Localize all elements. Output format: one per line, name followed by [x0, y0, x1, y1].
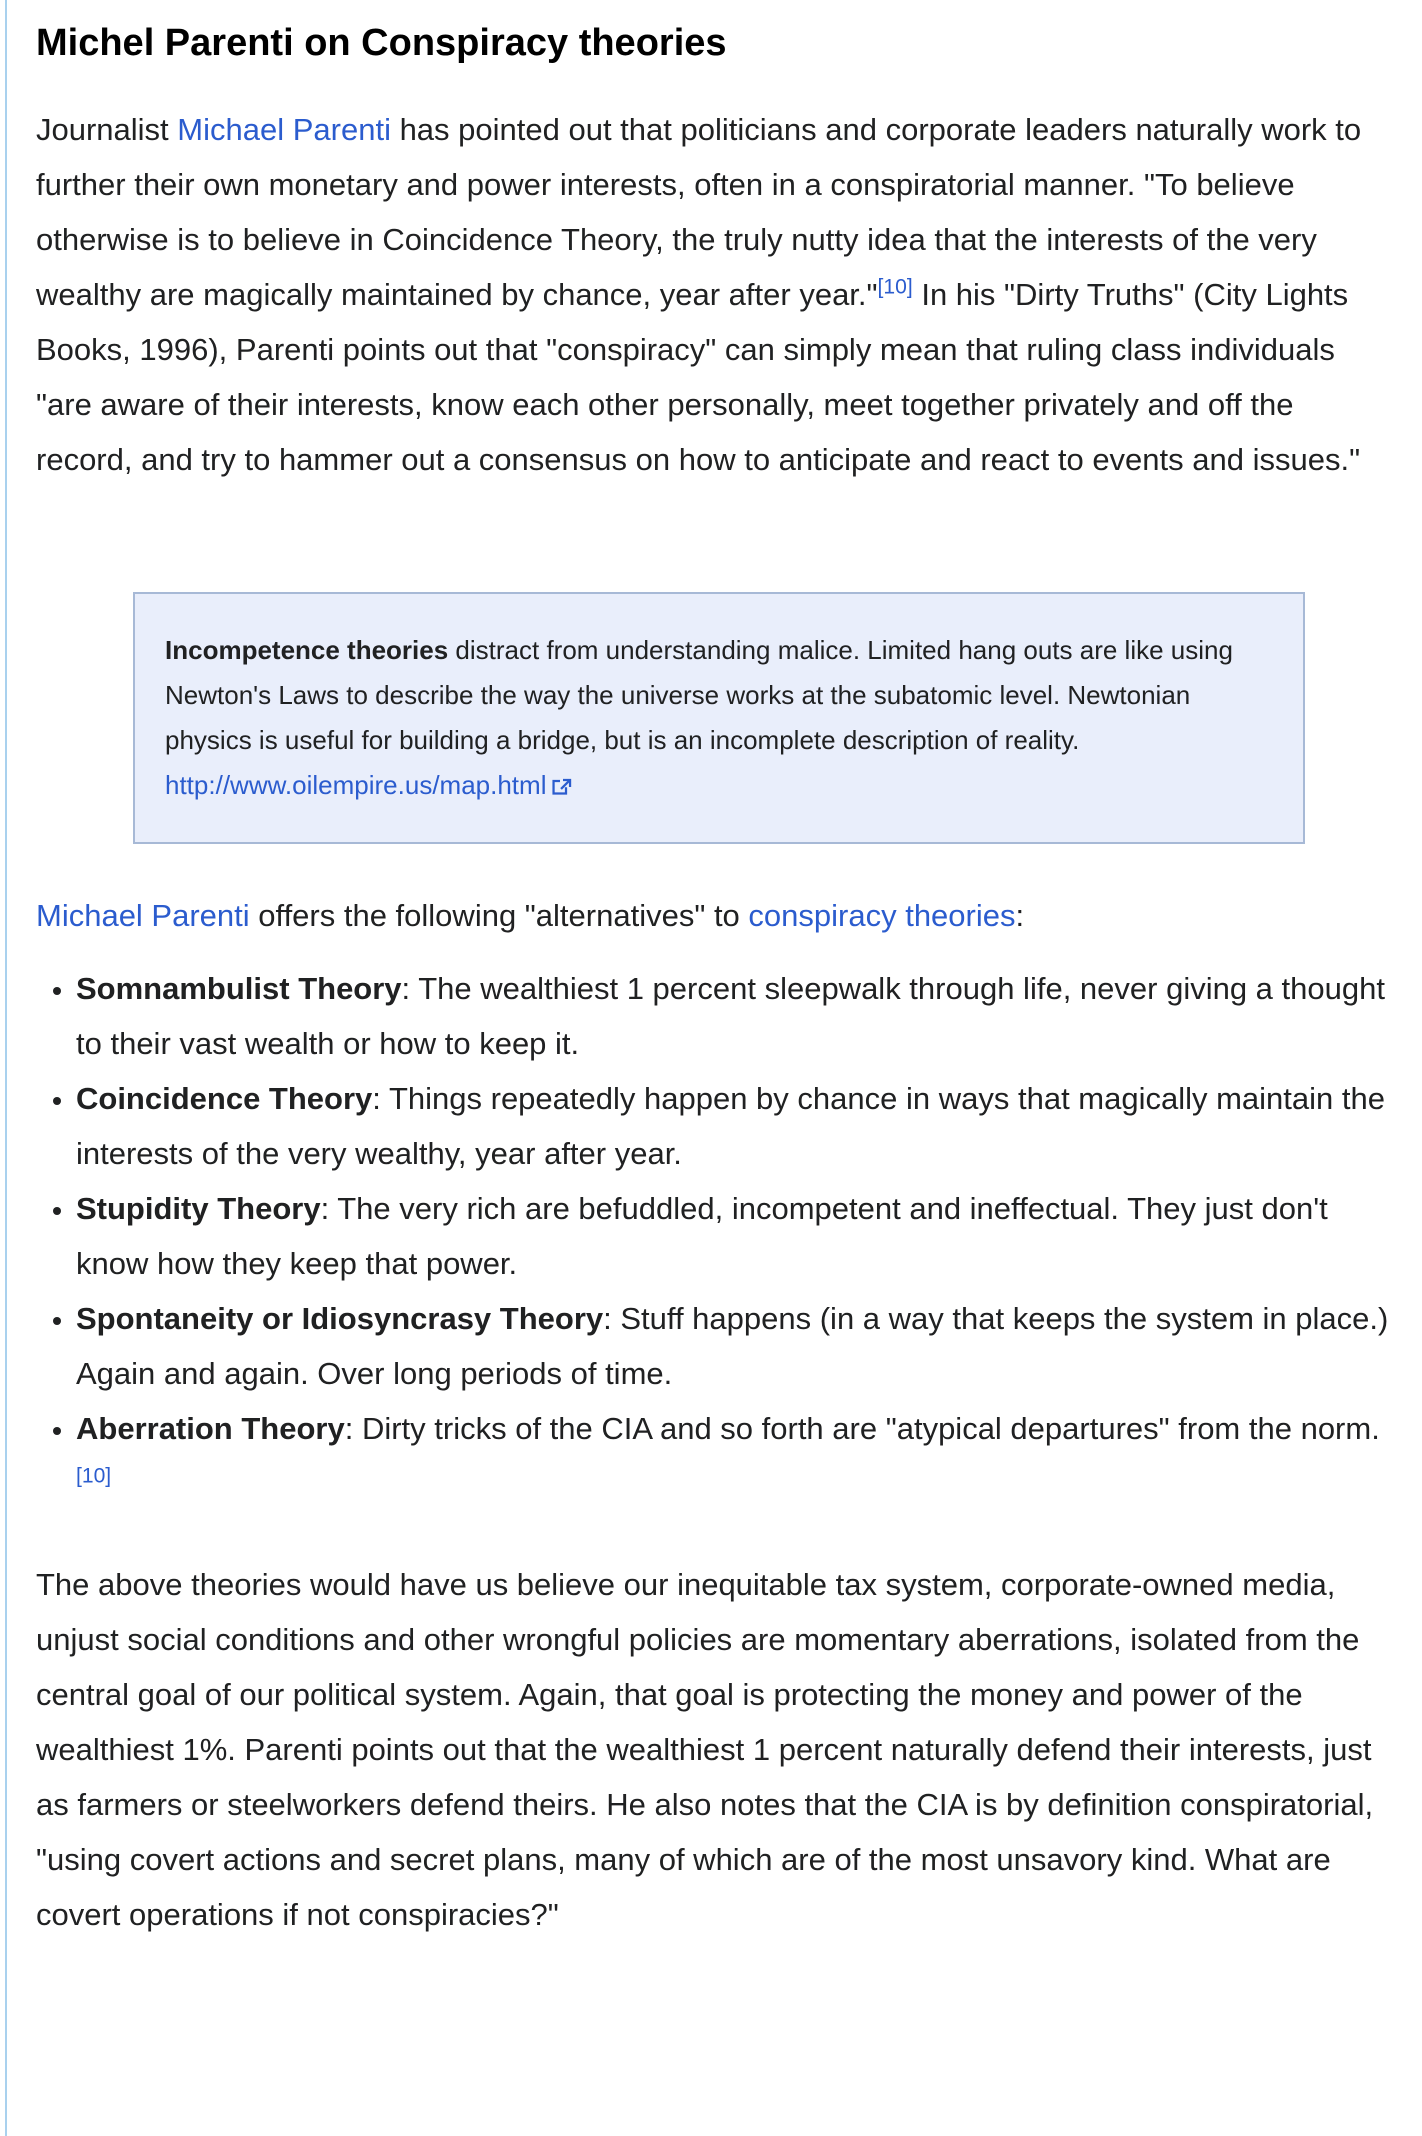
- alternatives-intro-paragraph: Michael Parenti offers the following "alternatives" to conspiracy theories:: [36, 898, 1025, 933]
- bold-text: Somnambulist Theory: [76, 971, 402, 1006]
- intro-paragraph: Journalist Michael Parenti has pointed out that politicians and corporate leaders naturally work to further their own monetary and power interests, often in a conspiratorial manner. "To believe otherwise is to believe in Coincidence Theory, the truly nutty idea that the interests of the very wealthy are magically maintained by chance, year after year."[10] In his "Dirty Truths" (City Lights Books, 1996), Parenti points out that "conspiracy" can simply mean that ruling class individuals "are aware of their interests, know each other personally, meet together privately and off the record, and try to hammer out a consensus on how to anticipate and react to events and issues.": [36, 112, 1362, 477]
- bold-text: Incompetence theories: [165, 635, 449, 665]
- closing-paragraph: The above theories would have us believe our inequitable tax system, corporate-owned media, unjust social conditions and other wrongful policies are momentary aberrations, isolated from the central goal of our political system. Again, that goal is protecting the money and power of the wealthiest 1%. Parenti points out that the wealthiest 1 percent naturally defend their interests, just as farmers or steelworkers defend theirs. He also notes that the CIA is by definition conspiratorial, "using covert actions and secret plans, many of which are of the most unsavory kind. What are covert operations if not conspiracies?": [36, 1567, 1374, 1932]
- list-item: • Coincidence Theory: Things repeatedly happen by chance in ways that magically maintain the interests of the very wealthy, year after year.: [76, 1071, 1396, 1181]
- content-left-border: [5, 0, 7, 2136]
- reference-link[interactable]: [10]: [877, 275, 913, 299]
- bold-text: Aberration Theory: [76, 1411, 345, 1446]
- external-link[interactable]: http://www.oilempire.us/map.html: [165, 770, 572, 800]
- wiki-link[interactable]: conspiracy theories: [748, 898, 1016, 933]
- reference-link[interactable]: [10]: [76, 1464, 112, 1488]
- reference: [76, 1465, 111, 1488]
- list-item: • Spontaneity or Idiosyncrasy Theory: Stuff happens (in a way that keeps the system in place.) Again and again. Over long periods of time.: [76, 1291, 1396, 1401]
- bold-text: Stupidity Theory: [76, 1191, 321, 1226]
- article-content: [36, 0, 1396, 1942]
- reference: [878, 276, 913, 299]
- list-item: • Stupidity Theory: The very rich are befuddled, incompetent and ineffectual. They just don't know how they keep that power.: [76, 1181, 1396, 1291]
- theories-list: [36, 961, 1396, 1511]
- section-heading: Michel Parenti on Conspiracy theories: [36, 22, 727, 64]
- list-item: • Somnambulist Theory: The wealthiest 1 percent sleepwalk through life, never giving a thought to their vast wealth or how to keep it.: [76, 961, 1396, 1071]
- list-item: • Aberration Theory: Dirty tricks of the CIA and so forth are "atypical departures" from the norm.[10]: [76, 1401, 1396, 1511]
- wiki-link[interactable]: Michael Parenti: [177, 112, 391, 147]
- quote-box: Incompetence theories distract from understanding malice. Limited hang outs are like using Newton's Laws to describe the way the universe works at the subatomic level. Newtonian physics is useful for building a bridge, but is an incomplete description of reality. http://www.oilempire.us/map.html: [133, 592, 1305, 844]
- bold-text: Coincidence Theory: [76, 1081, 373, 1116]
- bold-text: Spontaneity or Idiosyncrasy Theory: [76, 1301, 604, 1336]
- external-link-icon: [551, 763, 572, 808]
- wiki-link[interactable]: Michael Parenti: [36, 898, 250, 933]
